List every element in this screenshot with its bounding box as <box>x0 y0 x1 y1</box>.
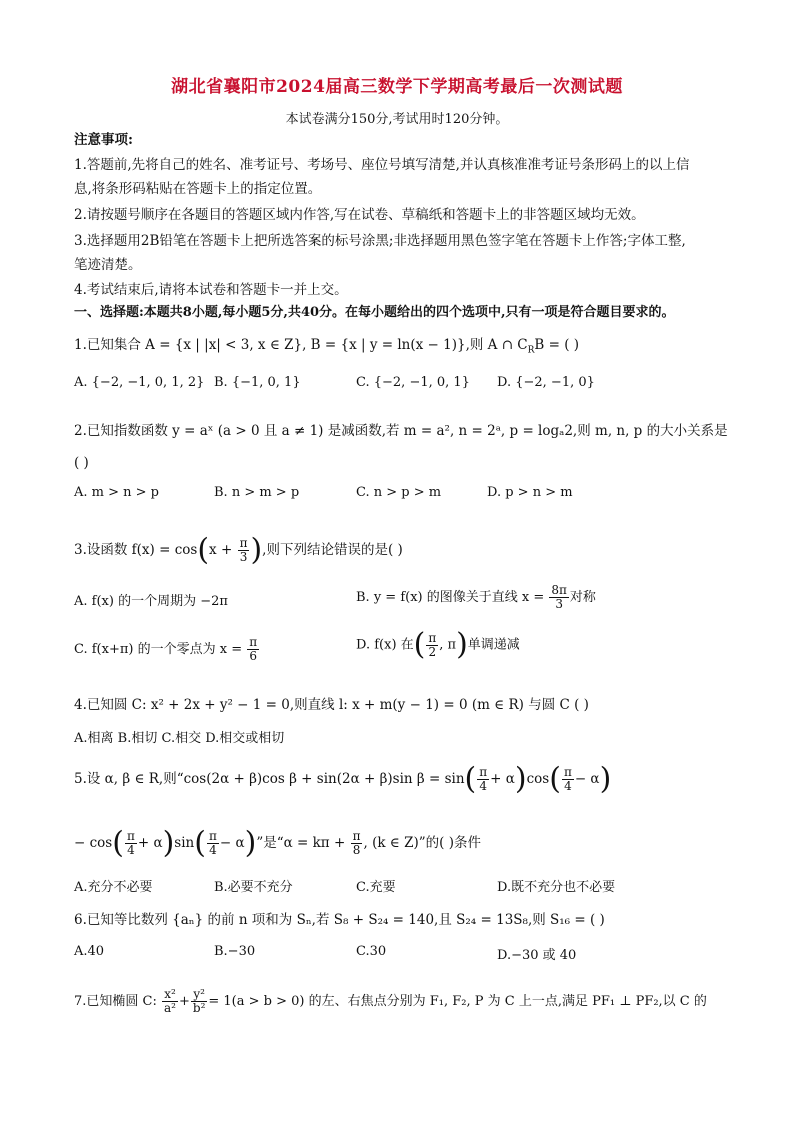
question-3-stem: 3.设函数 f(x) = cos(x + $\frac{\pi}{3}$ ),则下列结论错误的是( ) <box>74 532 403 568</box>
q1-option-d: D. {−2, −1, 0} <box>497 375 595 390</box>
q6-option-a: A.40 <box>74 944 105 959</box>
question-4-stem: 4.已知圆 C: x² + 2x + y² − 1 = 0,则直线 l: x + m(y − 1) = 0 (m ∈ R) 与圆 C ( ) <box>74 697 589 713</box>
q6-option-b: B.−30 <box>214 944 256 959</box>
q5-option-a: A.充分不必要 <box>74 880 153 895</box>
pi-over-3: $\frac{\pi}{3}$ <box>239 536 248 564</box>
note-1b: 息,将条形码粘贴在答题卡上的指定位置。 <box>74 181 322 197</box>
question-2-options <box>74 485 730 509</box>
question-6-stem: 6.已知等比数列 {aₙ} 的前 n 项和为 Sₙ,若 S₈ + S₂₄ = 140,且 S₂₄ = 13S₈,则 S₁₆ = ( ) <box>74 912 605 928</box>
note-3a: 3.选择题用2B铅笔在答题卡上把所选答案的标号涂黑;非选择题用黑色签字笔在答题卡上作答;字体工整, <box>74 233 686 249</box>
question-5-stem: 5.设 α, β ∈ R,则“cos(2α + β)cos β + sin(2α + β)sin β = sin( $\frac{\pi}{4}$ + α)cos( $\frac{\pi}{4}$ − α) <box>74 761 612 797</box>
q5-option-c: C.充要 <box>356 880 396 895</box>
question-4-options: A.相离 B.相切 C.相交 D.相交或相切 <box>74 731 285 746</box>
page-title: 湖北省襄阳市2024届高三数学下学期高考最后一次测试题 <box>171 77 623 97</box>
q2-option-d: D. p > n > m <box>487 485 573 500</box>
question-1-stem: 1.已知集合 A = {x | |x| < 3, x ∈ Z}, B = {x | y = ln(x − 1)},则 A ∩ $C_RB$ = ( ) <box>74 337 580 356</box>
q1-option-b: B. {−1, 0, 1} <box>214 375 301 390</box>
exam-subtitle: 本试卷满分150分,考试用时120分钟。 <box>285 112 509 127</box>
q1-option-c: C. {−2, −1, 0, 1} <box>356 375 470 390</box>
q5-option-b: B.必要不充分 <box>214 880 293 895</box>
q3-option-a: A. f(x) 的一个周期为 −2π <box>74 594 228 609</box>
q2-option-b: B. n > m > p <box>214 485 300 500</box>
note-4: 4.考试结束后,请将本试卷和答题卡一并上交。 <box>74 282 348 298</box>
q5-option-d: D.既不充分也不必要 <box>497 880 616 895</box>
q1-option-a: A. {−2, −1, 0, 1, 2} <box>74 375 205 390</box>
question-5-options <box>74 876 730 900</box>
q6-option-c: C.30 <box>356 944 387 959</box>
q3-option-d: D. f(x) 在( $\frac{\pi}{2}$ , π)单调递减 <box>356 627 520 662</box>
question-3-options-row2 <box>74 627 730 674</box>
q2-option-a: A. m > n > p <box>74 485 159 500</box>
question-1-options <box>74 375 730 399</box>
notes-heading: 注意事项: <box>74 132 133 148</box>
note-3b: 笔迹清楚。 <box>74 257 142 273</box>
question-7-stem: 7.已知椭圆 C: $\frac{\text{x²}}{\text{a²}}$ + $\frac{\text{y²}}{\text{b²}}$ = 1(a > b > 0) 的左、右焦点分别为 F₁, F₂, P 为 C 上一点,满足 PF₁ ⊥ PF₂,以 C 的 <box>74 987 707 1015</box>
q2-option-c: C. n > p > m <box>356 485 442 500</box>
note-1a: 1.答题前,先将自己的姓名、准考证号、考场号、座位号填写清楚,并认真核准准考证号条形码上的以上信 <box>74 157 690 173</box>
q3-option-b: B. y = f(x) 的图像关于直线 x = $\frac{8\pi}{3}$ 对称 <box>356 583 596 611</box>
question-2-stem: 2.已知指数函数 y = aˣ (a > 0 且 a ≠ 1) 是减函数,若 m = a², n = 2ᵃ, p = logₐ2,则 m, n, p 的大小关系是 <box>74 423 728 439</box>
q6-option-d: D.−30 或 40 <box>497 948 577 963</box>
question-2-blank: ( ) <box>74 455 89 471</box>
question-6-options <box>74 944 730 968</box>
question-5-stem-line2: − cos( $\frac{\pi}{4}$ + α)sin( $\frac{\pi}{4}$ − α)”是“α = kπ + $\frac{\pi}{8}$ , (k ∈ Z)”的( )条件 <box>74 825 481 861</box>
note-2: 2.请按题号顺序在各题目的答题区域内作答,写在试卷、草稿纸和答题卡上的非答题区域均无效。 <box>74 207 645 223</box>
q3-option-c: C. f(x+π) 的一个零点为 x = $\frac{\pi}{6}$ <box>74 635 258 663</box>
question-3-options-row1 <box>74 583 730 620</box>
section-heading: 一、选择题:本题共8小题,每小题5分,共40分。在每小题给出的四个选项中,只有一项是符合题目要求的。 <box>74 305 675 320</box>
